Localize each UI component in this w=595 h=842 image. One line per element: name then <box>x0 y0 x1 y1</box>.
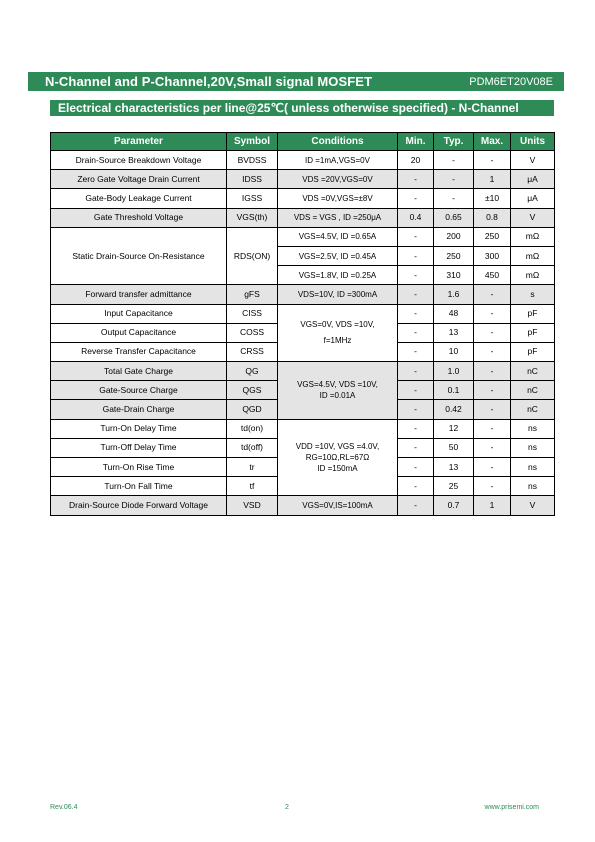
unit-cell: V <box>511 151 555 170</box>
unit-cell: V <box>511 496 555 515</box>
conditions-line: VGS=0V, VDS =10V, <box>300 320 375 330</box>
max-cell: - <box>474 438 511 457</box>
min-cell: - <box>398 458 434 477</box>
min-cell: - <box>398 246 434 265</box>
conditions-cell: VGS=4.5V, ID =0.65A <box>278 227 398 246</box>
max-cell: 450 <box>474 266 511 285</box>
min-cell: - <box>398 189 434 208</box>
max-cell: - <box>474 381 511 400</box>
parameter-cell: Forward transfer admittance <box>51 285 227 304</box>
typ-cell: 25 <box>434 477 474 496</box>
table-row <box>51 285 555 304</box>
max-cell: 250 <box>474 227 511 246</box>
min-cell: - <box>398 266 434 285</box>
unit-cell: ns <box>511 438 555 457</box>
symbol-cell: QGS <box>227 381 278 400</box>
symbol-cell: RDS(ON) <box>227 227 278 285</box>
typ-cell: 50 <box>434 438 474 457</box>
min-cell: - <box>398 323 434 342</box>
footer-revision: Rev.06.4 <box>50 804 78 811</box>
parameter-cell: Turn-On Rise Time <box>51 458 227 477</box>
unit-cell: mΩ <box>511 227 555 246</box>
typ-cell: 13 <box>434 458 474 477</box>
header-symbol: Symbol <box>227 133 278 151</box>
max-cell: 300 <box>474 246 511 265</box>
electrical-characteristics-table <box>50 132 555 516</box>
symbol-cell: tf <box>227 477 278 496</box>
table-row <box>51 419 555 438</box>
unit-cell: μA <box>511 189 555 208</box>
symbol-cell: VGS(th) <box>227 208 278 227</box>
symbol-cell: QG <box>227 362 278 381</box>
part-number: PDM6ET20V08E <box>469 75 553 88</box>
conditions-line: RG=10Ω,RL=67Ω <box>305 453 370 462</box>
conditions-cell: VGS=0V,IS=100mA <box>278 496 398 515</box>
header-conditions: Conditions <box>278 133 398 151</box>
max-cell: - <box>474 419 511 438</box>
typ-cell: 13 <box>434 323 474 342</box>
parameter-cell: Gate-Drain Charge <box>51 400 227 419</box>
typ-cell: 250 <box>434 246 474 265</box>
conditions-cell <box>278 362 398 420</box>
header-parameter: Parameter <box>51 133 227 151</box>
max-cell: - <box>474 400 511 419</box>
symbol-cell: CRSS <box>227 342 278 361</box>
min-cell: - <box>398 285 434 304</box>
table-row <box>51 304 555 323</box>
table-row <box>51 208 555 227</box>
unit-cell: ns <box>511 477 555 496</box>
symbol-cell: QGD <box>227 400 278 419</box>
conditions-cell: VGS=1.8V, ID =0.25A <box>278 266 398 285</box>
symbol-cell: CISS <box>227 304 278 323</box>
conditions-line: ID =0.01A <box>319 391 356 401</box>
header-max: Max. <box>474 133 511 151</box>
unit-cell: ns <box>511 458 555 477</box>
unit-cell: nC <box>511 400 555 419</box>
max-cell: - <box>474 285 511 304</box>
symbol-cell: IGSS <box>227 189 278 208</box>
min-cell: - <box>398 419 434 438</box>
typ-cell: 310 <box>434 266 474 285</box>
parameter-cell: Gate-Body Leakage Current <box>51 189 227 208</box>
typ-cell: 0.1 <box>434 381 474 400</box>
parameter-cell: Gate-Source Charge <box>51 381 227 400</box>
parameter-cell: Input Capacitance <box>51 304 227 323</box>
unit-cell: nC <box>511 362 555 381</box>
max-cell: - <box>474 342 511 361</box>
table-header-row <box>51 133 555 151</box>
unit-cell: nC <box>511 381 555 400</box>
typ-cell: 0.42 <box>434 400 474 419</box>
conditions-line: ID =150mA <box>317 464 358 473</box>
table-row <box>51 170 555 189</box>
min-cell: - <box>398 496 434 515</box>
max-cell: - <box>474 151 511 170</box>
section-title: Electrical characteristics per line@25℃( unless otherwise specified) - N-Channel <box>50 100 554 116</box>
max-cell: - <box>474 458 511 477</box>
document-title: N-Channel and P-Channel,20V,Small signal MOSFET <box>45 74 373 89</box>
unit-cell: ns <box>511 419 555 438</box>
conditions-cell: VGS=2.5V, ID =0.45A <box>278 246 398 265</box>
conditions-cell: VDS=10V, ID =300mA <box>278 285 398 304</box>
typ-cell: 0.7 <box>434 496 474 515</box>
min-cell: - <box>398 304 434 323</box>
symbol-cell: td(off) <box>227 438 278 457</box>
conditions-line: VDD =10V, VGS =4.0V, <box>295 442 380 451</box>
header-units: Units <box>511 133 555 151</box>
unit-cell: μA <box>511 170 555 189</box>
parameter-cell: Output Capacitance <box>51 323 227 342</box>
parameter-cell: Turn-Off Delay Time <box>51 438 227 457</box>
max-cell: - <box>474 362 511 381</box>
max-cell: ±10 <box>474 189 511 208</box>
typ-cell: - <box>434 151 474 170</box>
symbol-cell: BVDSS <box>227 151 278 170</box>
max-cell: 0.8 <box>474 208 511 227</box>
conditions-cell: ID =1mA,VGS=0V <box>278 151 398 170</box>
conditions-line: VGS=4.5V, VDS =10V, <box>297 380 378 390</box>
parameter-cell: Turn-On Fall Time <box>51 477 227 496</box>
parameter-cell: Static Drain-Source On-Resistance <box>51 227 227 285</box>
unit-cell: pF <box>511 304 555 323</box>
unit-cell: s <box>511 285 555 304</box>
conditions-cell: VDS =20V,VGS=0V <box>278 170 398 189</box>
max-cell: - <box>474 304 511 323</box>
typ-cell: 0.65 <box>434 208 474 227</box>
header-typ: Typ. <box>434 133 474 151</box>
parameter-cell: Reverse Transfer Capacitance <box>51 342 227 361</box>
conditions-cell <box>278 304 398 362</box>
parameter-cell: Zero Gate Voltage Drain Current <box>51 170 227 189</box>
min-cell: - <box>398 227 434 246</box>
min-cell: - <box>398 170 434 189</box>
max-cell: 1 <box>474 170 511 189</box>
typ-cell: - <box>434 170 474 189</box>
min-cell: - <box>398 477 434 496</box>
table-row <box>51 362 555 381</box>
table-row <box>51 496 555 515</box>
typ-cell: - <box>434 189 474 208</box>
typ-cell: 48 <box>434 304 474 323</box>
typ-cell: 12 <box>434 419 474 438</box>
symbol-cell: VSD <box>227 496 278 515</box>
min-cell: - <box>398 342 434 361</box>
conditions-cell <box>278 419 398 496</box>
typ-cell: 10 <box>434 342 474 361</box>
symbol-cell: COSS <box>227 323 278 342</box>
parameter-cell: Drain-Source Breakdown Voltage <box>51 151 227 170</box>
unit-cell: mΩ <box>511 246 555 265</box>
conditions-cell: VDS =0V,VGS=±8V <box>278 189 398 208</box>
min-cell: - <box>398 362 434 381</box>
unit-cell: pF <box>511 323 555 342</box>
table-row <box>51 189 555 208</box>
symbol-cell: td(on) <box>227 419 278 438</box>
min-cell: - <box>398 381 434 400</box>
footer-page-number: 2 <box>285 804 289 811</box>
conditions-line: f=1MHz <box>323 336 352 346</box>
typ-cell: 1.6 <box>434 285 474 304</box>
max-cell: - <box>474 323 511 342</box>
parameter-cell: Turn-On Delay Time <box>51 419 227 438</box>
max-cell: 1 <box>474 496 511 515</box>
min-cell: 0.4 <box>398 208 434 227</box>
unit-cell: pF <box>511 342 555 361</box>
table-row <box>51 151 555 170</box>
min-cell: 20 <box>398 151 434 170</box>
conditions-cell: VDS = VGS , ID =250μA <box>278 208 398 227</box>
max-cell: - <box>474 477 511 496</box>
min-cell: - <box>398 438 434 457</box>
document-header-bar <box>28 72 564 91</box>
typ-cell: 200 <box>434 227 474 246</box>
unit-cell: V <box>511 208 555 227</box>
header-min: Min. <box>398 133 434 151</box>
min-cell: - <box>398 400 434 419</box>
parameter-cell: Total Gate Charge <box>51 362 227 381</box>
footer-website-link[interactable]: www.prisemi.com <box>484 804 539 811</box>
unit-cell: mΩ <box>511 266 555 285</box>
symbol-cell: IDSS <box>227 170 278 189</box>
parameter-cell: Drain-Source Diode Forward Voltage <box>51 496 227 515</box>
typ-cell: 1.0 <box>434 362 474 381</box>
table-row <box>51 227 555 246</box>
parameter-cell: Gate Threshold Voltage <box>51 208 227 227</box>
symbol-cell: gFS <box>227 285 278 304</box>
symbol-cell: tr <box>227 458 278 477</box>
